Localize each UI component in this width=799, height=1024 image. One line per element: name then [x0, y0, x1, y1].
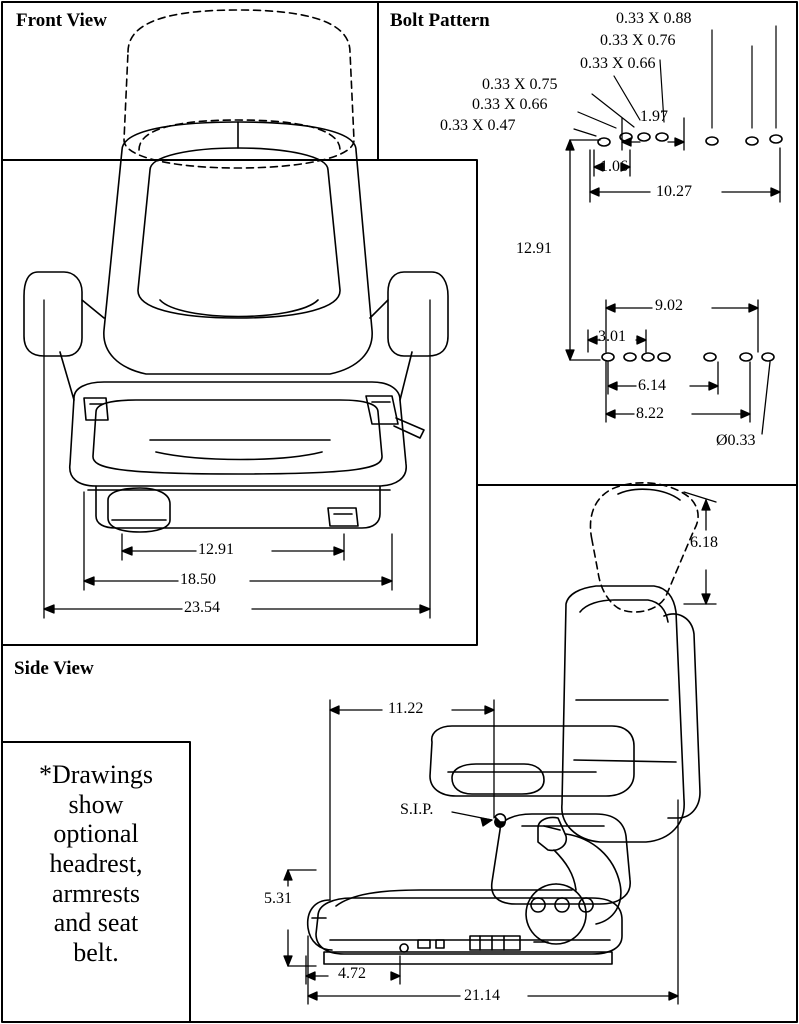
- front-view-seat: [24, 10, 448, 532]
- dim-side-618: 6.18: [690, 534, 718, 551]
- note-line-4: headrest,: [49, 848, 143, 878]
- dim-side-531: 5.31: [264, 890, 292, 907]
- dim-bolt-1291: 12.91: [516, 240, 552, 257]
- note-line-2: show: [68, 789, 124, 819]
- bolt-leader-2: 0.33 X 0.76: [600, 32, 676, 49]
- drawing-note: [12, 760, 180, 967]
- side-view-seat: [308, 483, 700, 964]
- dim-bolt-106: 1.06: [600, 158, 628, 175]
- dim-hole-diameter: Ø0.33: [716, 432, 756, 449]
- dim-front-inner: 12.91: [198, 541, 234, 558]
- note-line-1: *Drawings: [38, 760, 154, 789]
- bolt-leader-5: 0.33 X 0.66: [472, 96, 548, 113]
- note-line-5: armrests: [51, 878, 141, 908]
- dim-bolt-301: 3.01: [598, 328, 626, 345]
- dim-bolt-614: 6.14: [638, 377, 666, 394]
- dim-bolt-902: 9.02: [655, 297, 683, 314]
- dim-side-1122: 11.22: [388, 700, 424, 717]
- dim-side-472: 4.72: [338, 965, 366, 982]
- dim-front-middle: 18.50: [180, 571, 216, 588]
- label-sip: S.I.P.: [400, 801, 434, 818]
- dim-side-2114: 21.14: [464, 987, 500, 1004]
- dim-bolt-1027: 10.27: [656, 183, 692, 200]
- note-line-6: and seat: [53, 908, 139, 938]
- bolt-leader-6: 0.33 X 0.47: [440, 117, 516, 134]
- bolt-pattern-title: Bolt Pattern: [390, 10, 490, 31]
- bolt-leader-4: 0.33 X 0.75: [482, 76, 558, 93]
- bolt-leader-1: 0.33 X 0.88: [616, 10, 692, 27]
- side-view-title: Side View: [14, 658, 94, 679]
- bolt-leader-3: 0.33 X 0.66: [580, 55, 656, 72]
- note-line-7: belt.: [73, 937, 119, 967]
- side-view-dimensions: [284, 492, 716, 1004]
- front-view-title: Front View: [16, 10, 107, 31]
- dim-bolt-822: 8.22: [636, 405, 664, 422]
- dim-front-outer: 23.54: [184, 599, 220, 616]
- note-line-3: optional: [53, 819, 139, 849]
- dim-bolt-197: 1.97: [640, 108, 668, 125]
- bolt-pattern-dimensions: [566, 118, 780, 434]
